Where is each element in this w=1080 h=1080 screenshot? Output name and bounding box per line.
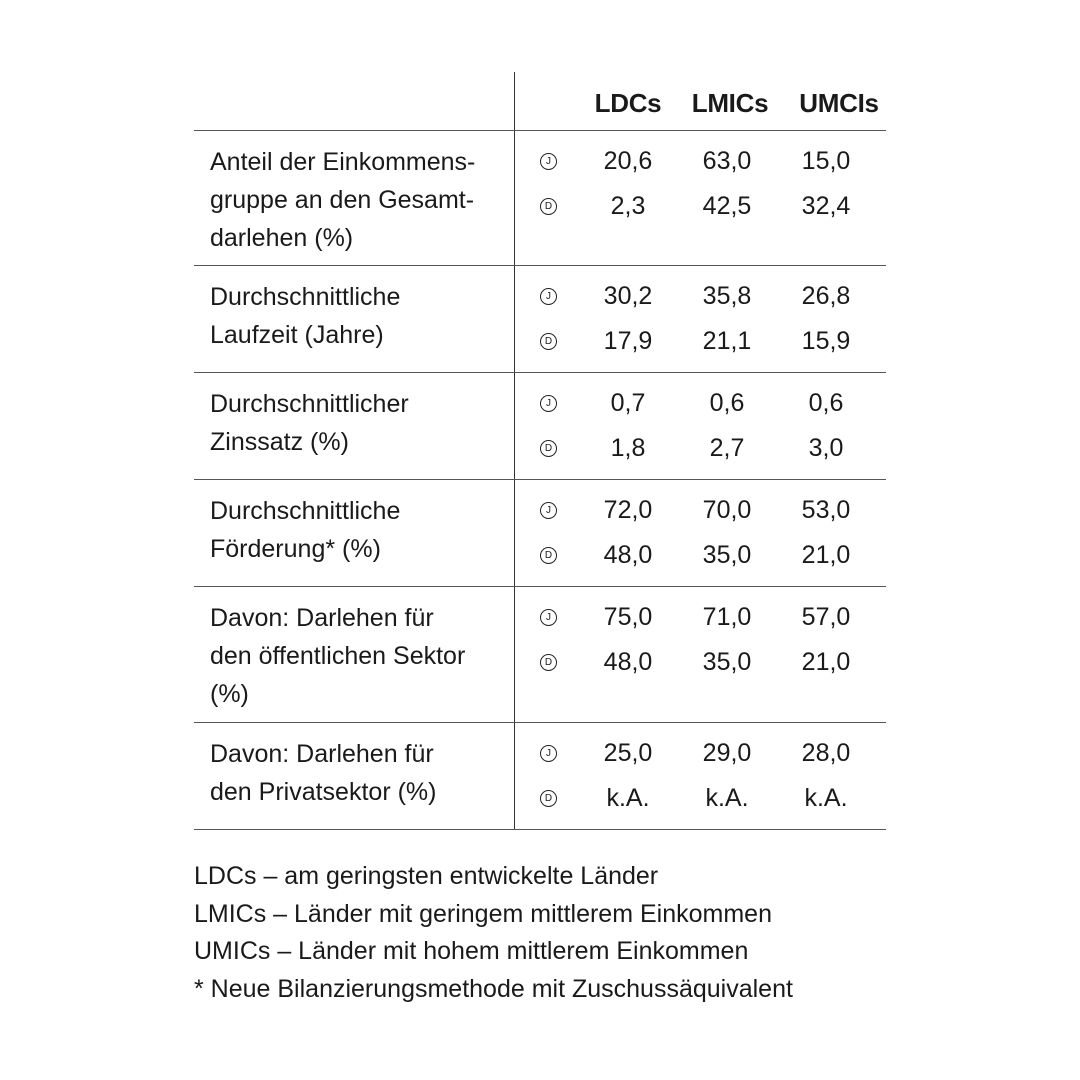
table-row bbox=[194, 372, 886, 479]
cell-value: 15,0 bbox=[801, 147, 851, 175]
cell-value: 48,0 bbox=[603, 648, 653, 676]
legend bbox=[194, 858, 793, 1008]
sub-row-j bbox=[194, 737, 886, 775]
j-circle-icon: J bbox=[540, 745, 557, 762]
sub-row-d bbox=[194, 646, 886, 684]
comparison-table bbox=[194, 72, 886, 830]
sub-row-d bbox=[194, 325, 886, 363]
cell-value: 2,3 bbox=[610, 192, 646, 220]
d-circle-icon: D bbox=[540, 333, 557, 350]
cell-value: 15,9 bbox=[801, 327, 851, 355]
table-row bbox=[194, 479, 886, 586]
j-circle-icon: J bbox=[540, 395, 557, 412]
column-header-lmics: LMICs bbox=[691, 88, 769, 118]
cell-value: 1,8 bbox=[610, 434, 646, 462]
row-label: Davon: Darlehen für den Privatsektor (%) bbox=[210, 740, 437, 806]
legend-ldcs: LDCs – am geringsten entwickelte Länder bbox=[194, 862, 659, 890]
cell-value: 30,2 bbox=[603, 282, 653, 310]
cell-value: k.A. bbox=[705, 784, 749, 812]
cell-value: 32,4 bbox=[801, 192, 851, 220]
cell-value: 26,8 bbox=[801, 282, 851, 310]
column-header-umcis: UMCIs bbox=[799, 88, 879, 118]
cell-value: 28,0 bbox=[801, 739, 851, 767]
cell-value: 48,0 bbox=[603, 541, 653, 569]
cell-value: 42,5 bbox=[702, 192, 752, 220]
d-circle-icon: D bbox=[540, 440, 557, 457]
row-label: Durchschnittliche Förderung* (%) bbox=[210, 497, 401, 563]
sub-row-d bbox=[194, 782, 886, 820]
j-circle-icon: J bbox=[540, 153, 557, 170]
table-row bbox=[194, 130, 886, 265]
cell-value: 17,9 bbox=[603, 327, 653, 355]
d-circle-icon: D bbox=[540, 198, 557, 215]
cell-value: 0,6 bbox=[808, 389, 844, 417]
d-circle-icon: D bbox=[540, 547, 557, 564]
cell-value: 71,0 bbox=[702, 603, 752, 631]
cell-value: 21,0 bbox=[801, 541, 851, 569]
cell-value: 20,6 bbox=[603, 147, 653, 175]
table-body bbox=[194, 130, 886, 830]
j-circle-icon: J bbox=[540, 288, 557, 305]
legend-lmics: LMICs – Länder mit geringem mittlerem Einkommen bbox=[194, 899, 772, 928]
cell-value: 70,0 bbox=[702, 496, 752, 524]
cell-value: 29,0 bbox=[702, 739, 752, 767]
sub-row-j bbox=[194, 145, 886, 183]
legend-footnote: * Neue Bilanzierungsmethode mit Zuschussäquivalent bbox=[194, 974, 793, 1003]
column-divider bbox=[514, 72, 515, 130]
cell-value: 0,7 bbox=[610, 389, 646, 417]
row-label: Durchschnittlicher Zinssatz (%) bbox=[210, 390, 409, 456]
cell-value: 63,0 bbox=[702, 147, 752, 175]
sub-row-d bbox=[194, 539, 886, 577]
cell-value: k.A. bbox=[804, 784, 848, 812]
cell-value: 57,0 bbox=[801, 603, 851, 631]
sub-row-j bbox=[194, 280, 886, 318]
j-circle-icon: J bbox=[540, 502, 557, 519]
d-circle-icon: D bbox=[540, 654, 557, 671]
cell-value: 3,0 bbox=[808, 434, 844, 462]
table-row bbox=[194, 586, 886, 722]
sub-row-j bbox=[194, 494, 886, 532]
d-circle-icon: D bbox=[540, 790, 557, 807]
cell-value: 35,8 bbox=[702, 282, 752, 310]
row-label: Davon: Darlehen für den öffentlichen Sektor (%) bbox=[210, 604, 466, 708]
cell-value: k.A. bbox=[606, 784, 650, 812]
table-header-row bbox=[194, 72, 886, 130]
sub-row-d bbox=[194, 432, 886, 470]
row-label: Anteil der Einkommens- gruppe an den Gesamt- darlehen (%) bbox=[210, 148, 476, 252]
table-row bbox=[194, 722, 886, 830]
legend-umics: UMICs – Länder mit hohem mittlerem Einkommen bbox=[194, 937, 749, 965]
j-circle-icon: J bbox=[540, 609, 557, 626]
sub-row-j bbox=[194, 387, 886, 425]
sub-row-d bbox=[194, 190, 886, 228]
cell-value: 0,6 bbox=[709, 389, 745, 417]
cell-value: 21,1 bbox=[702, 327, 752, 355]
cell-value: 35,0 bbox=[702, 648, 752, 676]
column-header-ldcs: LDCs bbox=[594, 88, 662, 118]
cell-value: 75,0 bbox=[603, 603, 653, 631]
cell-value: 21,0 bbox=[801, 648, 851, 676]
cell-value: 25,0 bbox=[603, 739, 653, 767]
cell-value: 35,0 bbox=[702, 541, 752, 569]
cell-value: 72,0 bbox=[603, 496, 653, 524]
table-row bbox=[194, 265, 886, 372]
row-label: Durchschnittliche Laufzeit (Jahre) bbox=[210, 283, 401, 349]
cell-value: 2,7 bbox=[709, 434, 745, 462]
sub-row-j bbox=[194, 601, 886, 639]
cell-value: 53,0 bbox=[801, 496, 851, 524]
